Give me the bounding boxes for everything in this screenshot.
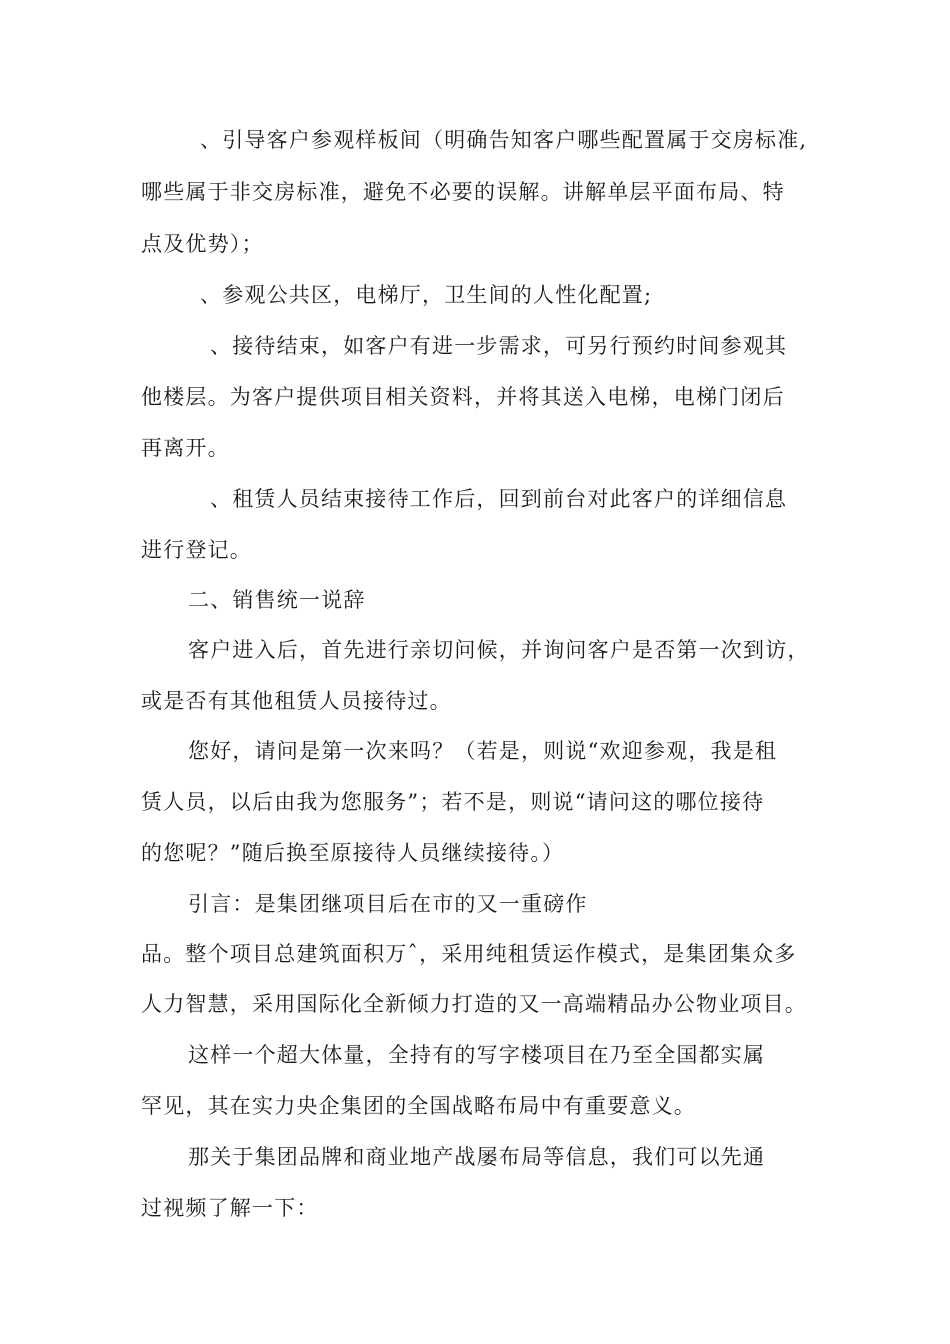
paragraph-line: 这样一个超大体量，全持有的写字楼项目在乃至全国都实属 <box>188 1043 766 1067</box>
paragraph-line: 您好，请问是第一次来吗？（若是，则说“欢迎参观，我是租 <box>188 739 778 763</box>
paragraph-line: 过视频了解一下： <box>141 1196 319 1220</box>
paragraph-line: 人力智慧，采用国际化全新倾力打造的又一高端精品办公物业项目。 <box>141 992 807 1016</box>
paragraph-line: 那关于集团品牌和商业地产战屡布局等信息，我们可以先通 <box>188 1145 766 1169</box>
paragraph-line: 、租赁人员结束接待工作后，回到前台对此客户的详细信息 <box>210 487 788 511</box>
paragraph-line: 客户进入后，首先进行亲切问候，并询问客户是否第一次到访， <box>188 638 810 662</box>
paragraph-line: 、引导客户参观样板间（明确告知客户哪些配置属于交房标准, <box>200 128 808 152</box>
paragraph-line: 进行登记。 <box>141 538 252 562</box>
paragraph-line: 罕见，其在实力央企集团的全国战略布局中有重要意义。 <box>141 1094 696 1118</box>
paragraph-line: 点及优势）； <box>141 232 264 256</box>
paragraph-line: 、接待结束，如客户有进一步需求，可另行预约时间参观其 <box>210 334 788 358</box>
paragraph-line: 哪些属于非交房标准，避免不必要的误解。讲解单层平面布局、特 <box>141 180 785 204</box>
paragraph-line: 、参观公共区，电梯厅，卫生间的人性化配置; <box>200 283 653 307</box>
paragraph-line: 他楼层。为客户提供项目相关资料，并将其送入电梯，电梯门闭后 <box>141 385 785 409</box>
paragraph-line: 再离开。 <box>141 436 230 460</box>
paragraph-line: 赁人员，以后由我为您服务”；若不是，则说“请问这的哪位接待 <box>141 790 765 814</box>
paragraph-line: 引言：是集团继项目后在市的又一重磅作 <box>188 892 588 916</box>
section-heading: 二、销售统一说辞 <box>188 588 366 612</box>
paragraph-line: 品。整个项目总建筑面积万ˆ，采用纯租赁运作模式，是集团集众多 <box>141 942 797 966</box>
paragraph-line: 或是否有其他租赁人员接待过。 <box>141 689 452 713</box>
paragraph-line: 的您呢？”随后换至原接待人员继续接待。） <box>141 841 565 865</box>
